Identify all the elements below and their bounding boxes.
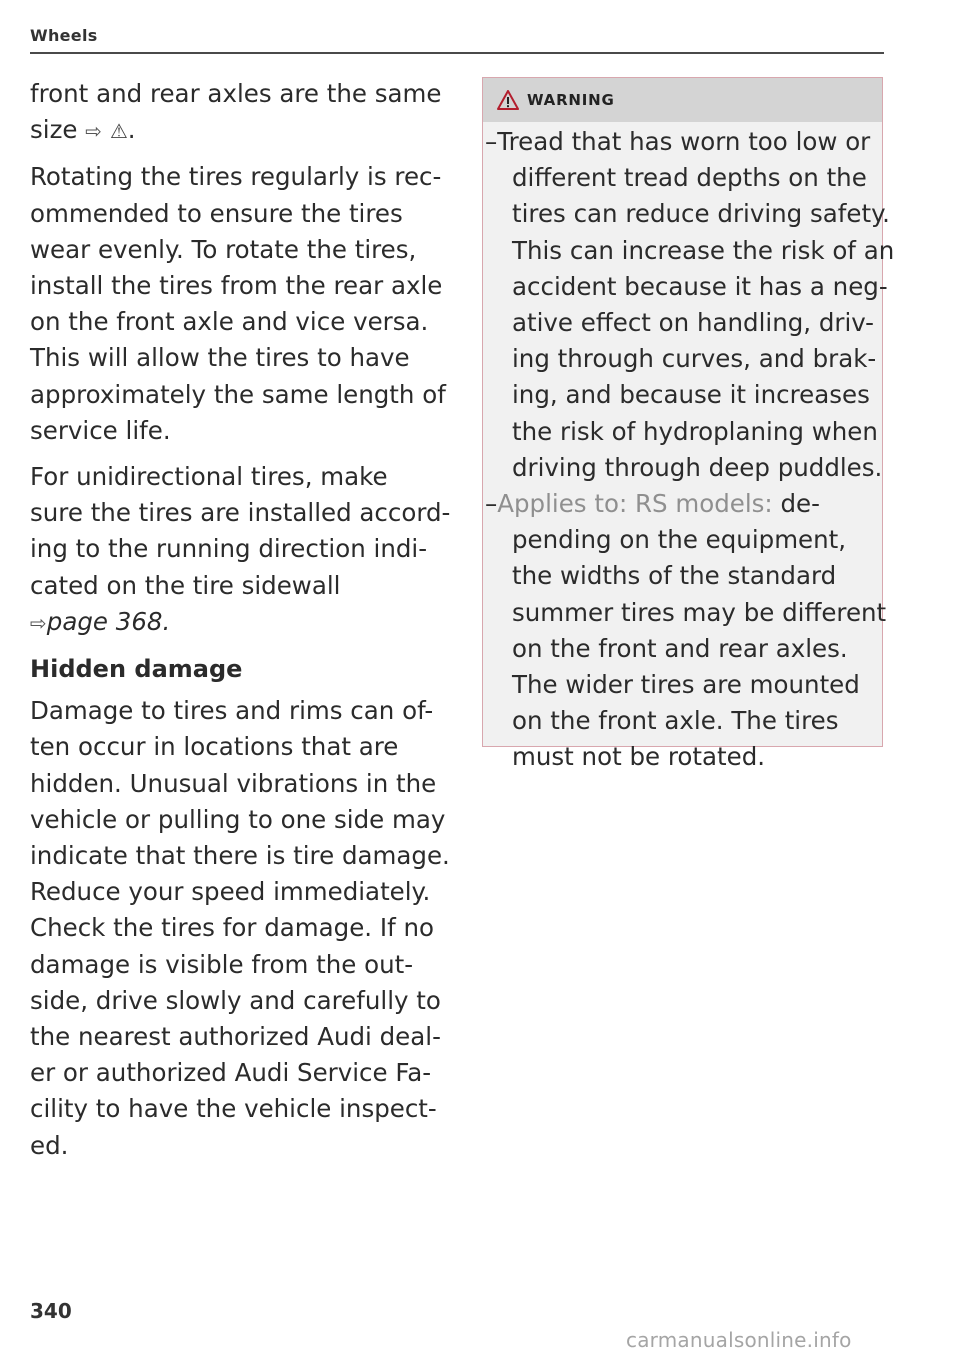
text-line: Rotating the tires regularly is rec- — [30, 162, 442, 192]
arrow-ref-icon: ⇨ — [30, 610, 47, 635]
paragraph-hidden-damage — [30, 693, 460, 1164]
warning-line: summer tires may be different — [512, 597, 887, 627]
paragraph-rotating — [30, 159, 460, 449]
warning-line: the widths of the standard — [512, 561, 837, 591]
paragraph-axles — [30, 76, 460, 149]
text-fragment: . — [162, 606, 171, 636]
warning-line: tires can reduce driving safety. — [512, 199, 890, 229]
warning-line: the risk of hydroplaning when — [512, 416, 878, 446]
warning-line: must not be rotated. — [512, 742, 766, 772]
watermark-link[interactable]: carmanualsonline.info — [626, 1328, 852, 1352]
warning-line: The wider tires are mounted — [512, 670, 860, 700]
section-title: Wheels — [30, 26, 98, 45]
text-line: wear evenly. To rotate the tires, — [30, 234, 417, 264]
text-line: approximately the same length of — [30, 379, 446, 409]
warning-body — [483, 122, 895, 776]
warning-box — [482, 77, 895, 772]
text-line: Reduce your speed immediately. — [30, 877, 431, 907]
warning-line: ing through curves, and brak- — [512, 344, 877, 374]
text-line: ommended to ensure the tires — [30, 198, 403, 228]
warning-line: driving through deep puddles. — [512, 452, 883, 482]
text-line: For unidirectional tires, make — [30, 462, 388, 492]
text-line: damage is visible from the out- — [30, 949, 414, 979]
header-divider — [30, 52, 884, 54]
warning-line: on the front axle. The tires — [512, 706, 839, 736]
text-line: ed. — [30, 1130, 69, 1160]
paragraph-unidirectional — [30, 459, 460, 641]
text-line: the nearest authorized Audi deal- — [30, 1022, 441, 1052]
text-fragment: . — [127, 115, 136, 145]
warning-line: ing, and because it increases — [512, 380, 870, 410]
warning-title: WARNING — [527, 91, 615, 109]
arrow-ref-icon: ⇨ — [85, 119, 103, 144]
warning-line: pending on the equipment, — [512, 525, 847, 555]
warning-line: ative effect on handling, driv- — [512, 308, 874, 338]
list-dash: – — [485, 489, 498, 519]
text-line: on the front axle and vice versa. — [30, 307, 429, 337]
text-line: service life. — [30, 415, 171, 445]
text-line: indicate that there is tire damage. — [30, 841, 450, 871]
warning-line: –Tread that has worn too low or — [485, 127, 871, 156]
text-line — [30, 112, 460, 149]
warning-line: on the front and rear axles. — [512, 633, 848, 663]
text-line: This will allow the tires to have — [30, 343, 410, 373]
text-line: Check the tires for damage. If no — [30, 913, 434, 943]
warning-line: different tread depths on the — [512, 163, 867, 193]
text-line: er or authorized Audi Service Fa- — [30, 1058, 432, 1088]
page-number: 340 — [30, 1299, 72, 1323]
text-line: ing to the running direction indi- — [30, 534, 428, 564]
section-heading: Hidden damage — [30, 655, 243, 684]
page-reference-link[interactable] — [30, 604, 460, 641]
text-line: side, drive slowly and carefully to — [30, 985, 441, 1015]
warning-header — [483, 78, 882, 122]
text-line: cility to have the vehicle inspect- — [30, 1094, 437, 1124]
text-line: sure the tires are installed accord- — [30, 498, 451, 528]
page-reference-text: page 368 — [46, 606, 163, 636]
text-line: cated on the tire sidewall — [30, 570, 341, 600]
warning-line: accident because it has a neg- — [512, 271, 888, 301]
warning-triangle-icon — [497, 90, 519, 110]
text-line: front and rear axles are the same — [30, 79, 442, 108]
warning-line: This can increase the risk of an — [512, 235, 895, 265]
text-line: vehicle or pulling to one side may — [30, 804, 446, 834]
warning-ref-icon[interactable]: ⚠ — [109, 119, 128, 144]
left-column — [30, 76, 460, 1174]
text-line: install the tires from the rear axle — [30, 271, 443, 301]
text-line: Damage to tires and rims can of- — [30, 696, 434, 726]
warning-line — [483, 486, 882, 522]
text-line: ten occur in locations that are — [30, 732, 399, 762]
text-fragment: size — [30, 115, 86, 145]
applies-to-label: Applies to: RS models: — [497, 489, 773, 519]
text-line: hidden. Unusual vibrations in the — [30, 768, 437, 798]
text-fragment: de- — [772, 489, 820, 519]
